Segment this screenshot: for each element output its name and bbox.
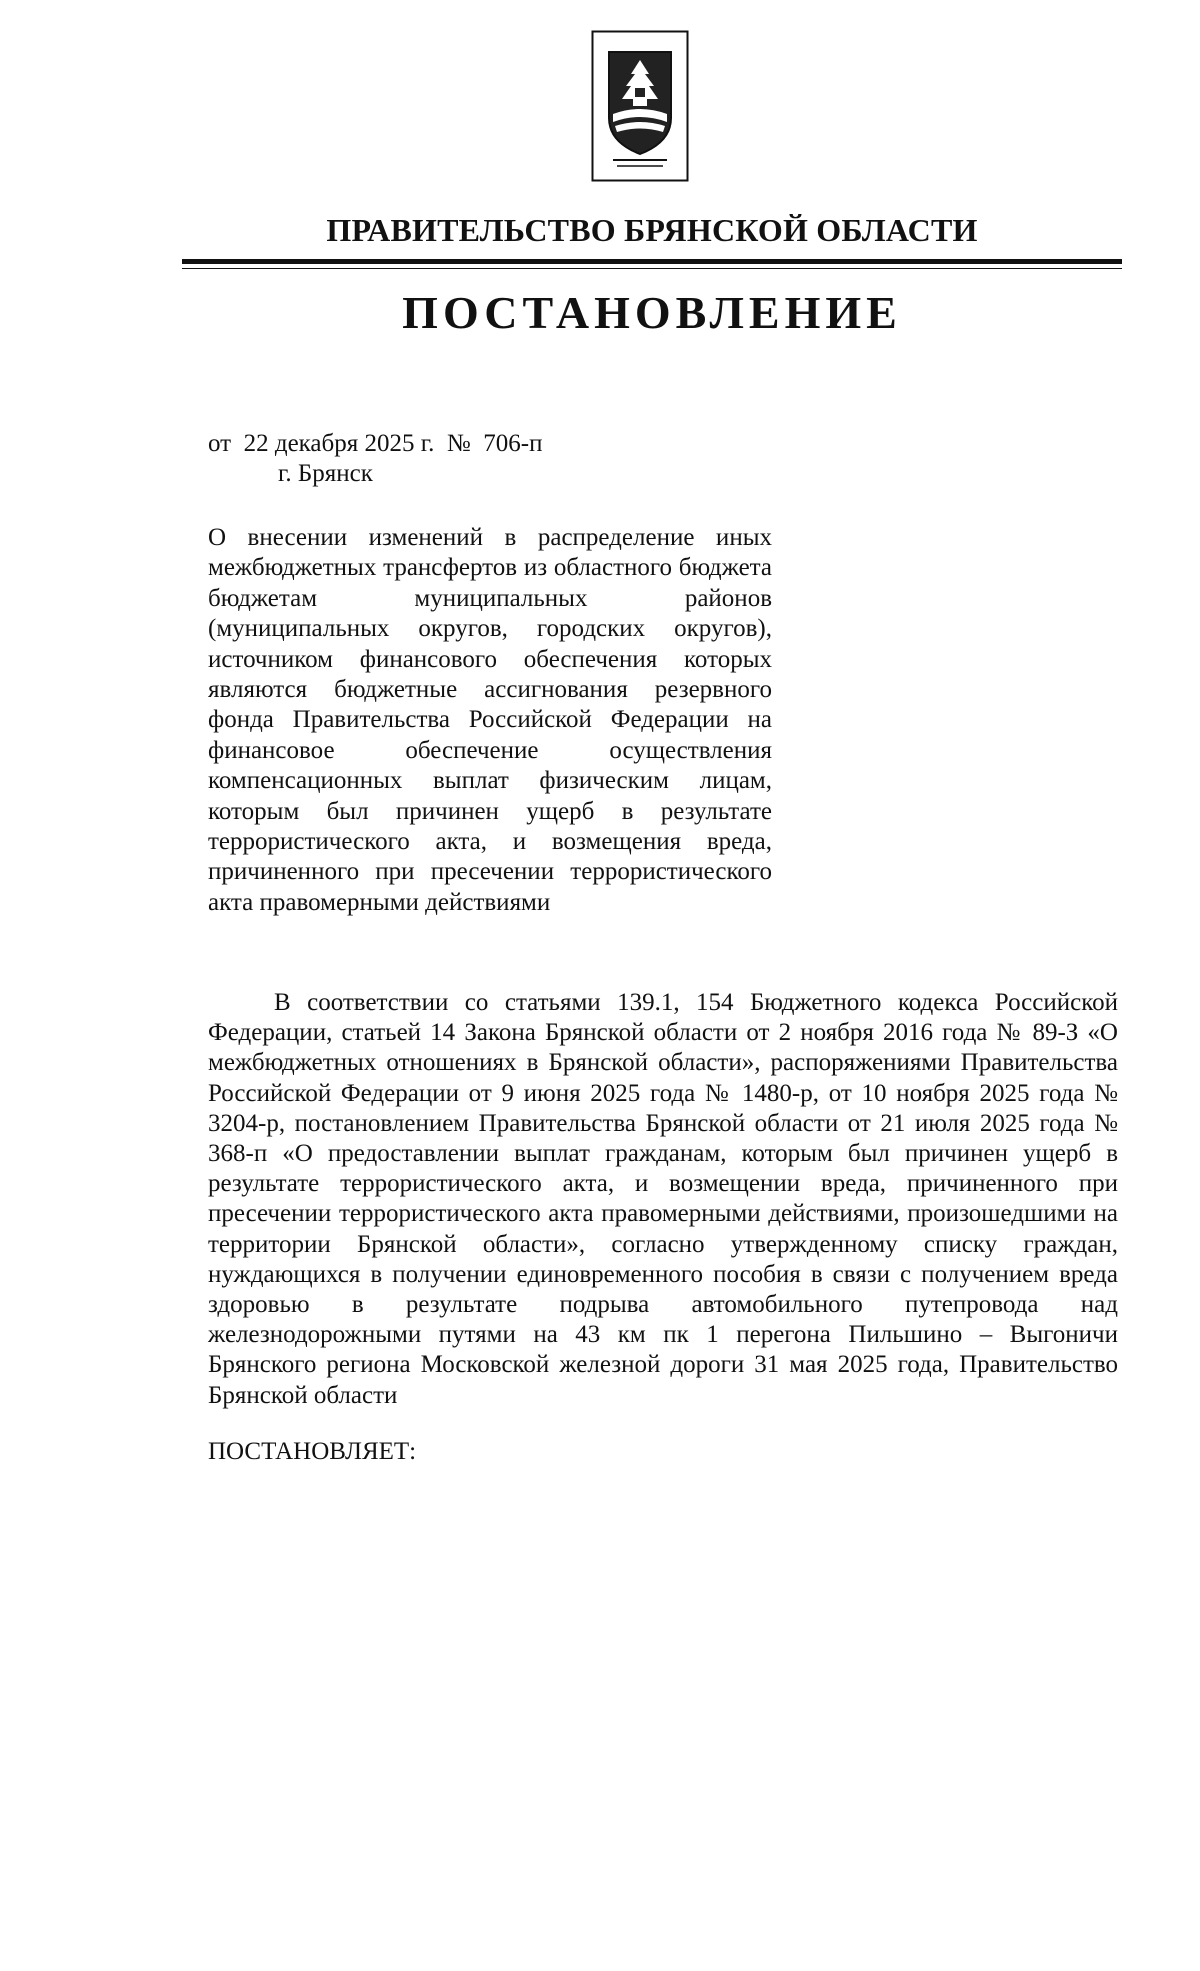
date-number-line: от 22 декабря 2025 г. № 706-п [208, 430, 543, 457]
authority-title: ПРАВИТЕЛЬСТВО БРЯНСКОЙ ОБЛАСТИ [326, 212, 978, 248]
preamble-paragraph: В соответствии со статьями 139.1, 154 Бюджетного кодекса Российской Федерации, статьей 14 Закона Брянской области от 2 ноября 2016 года № 89-З «О межбюджетных отношениях в Брянской области», распоряжениями Правительства Российской Федерации от 9 июня 2025 года № 1480-р, от 10 ноября 2025 года № 3204-р, постановлением Правительства Брянской области от 21 июля 2025 года № 368-п «О предоставлении выплат гражданам, которым был причинен ущерб в результате террористического акта, и возмещении вреда, причиненного при пресечении террористического акта правомерными действиями, произошедшими на территории Брянской области», согласно утвержденному списку граждан, нуждающихся в получении единовременного пособия в связи с получением вреда здоровью в результате подрыва автомобильного путепровода над железнодорожными путями на 43 км пк 1 перегона Пильшино – Выгоничи Брянского региона Московской железной дороги 31 мая 2025 года, Правительство Брянской области [208, 989, 1118, 1409]
city-line: г. Брянск [278, 460, 373, 487]
header-rule-thick [182, 259, 1122, 264]
document-type-title: ПОСТАНОВЛЕНИЕ [402, 287, 902, 338]
document-subject: О внесении изменений в распределение иных межбюджетных трансфертов из областного бюджета бюджетам муниципальных районов (муниципальных округов, городских округов), источником финансового обеспечения которых являются бюджетные ассигнования резервного фонда Правительства Российской Федерации на финансовое обеспечение осуществления компенсационных выплат физическим лицам, которым был причинен ущерб в результате террористического акта, и возмещения вреда, причиненного при пресечении террористического акта правомерными действиями [208, 524, 772, 916]
bryansk-coat-of-arms-icon [591, 30, 689, 182]
decree-word: ПОСТАНОВЛЯЕТ: [208, 1438, 417, 1465]
header-rule-thin [182, 268, 1122, 269]
